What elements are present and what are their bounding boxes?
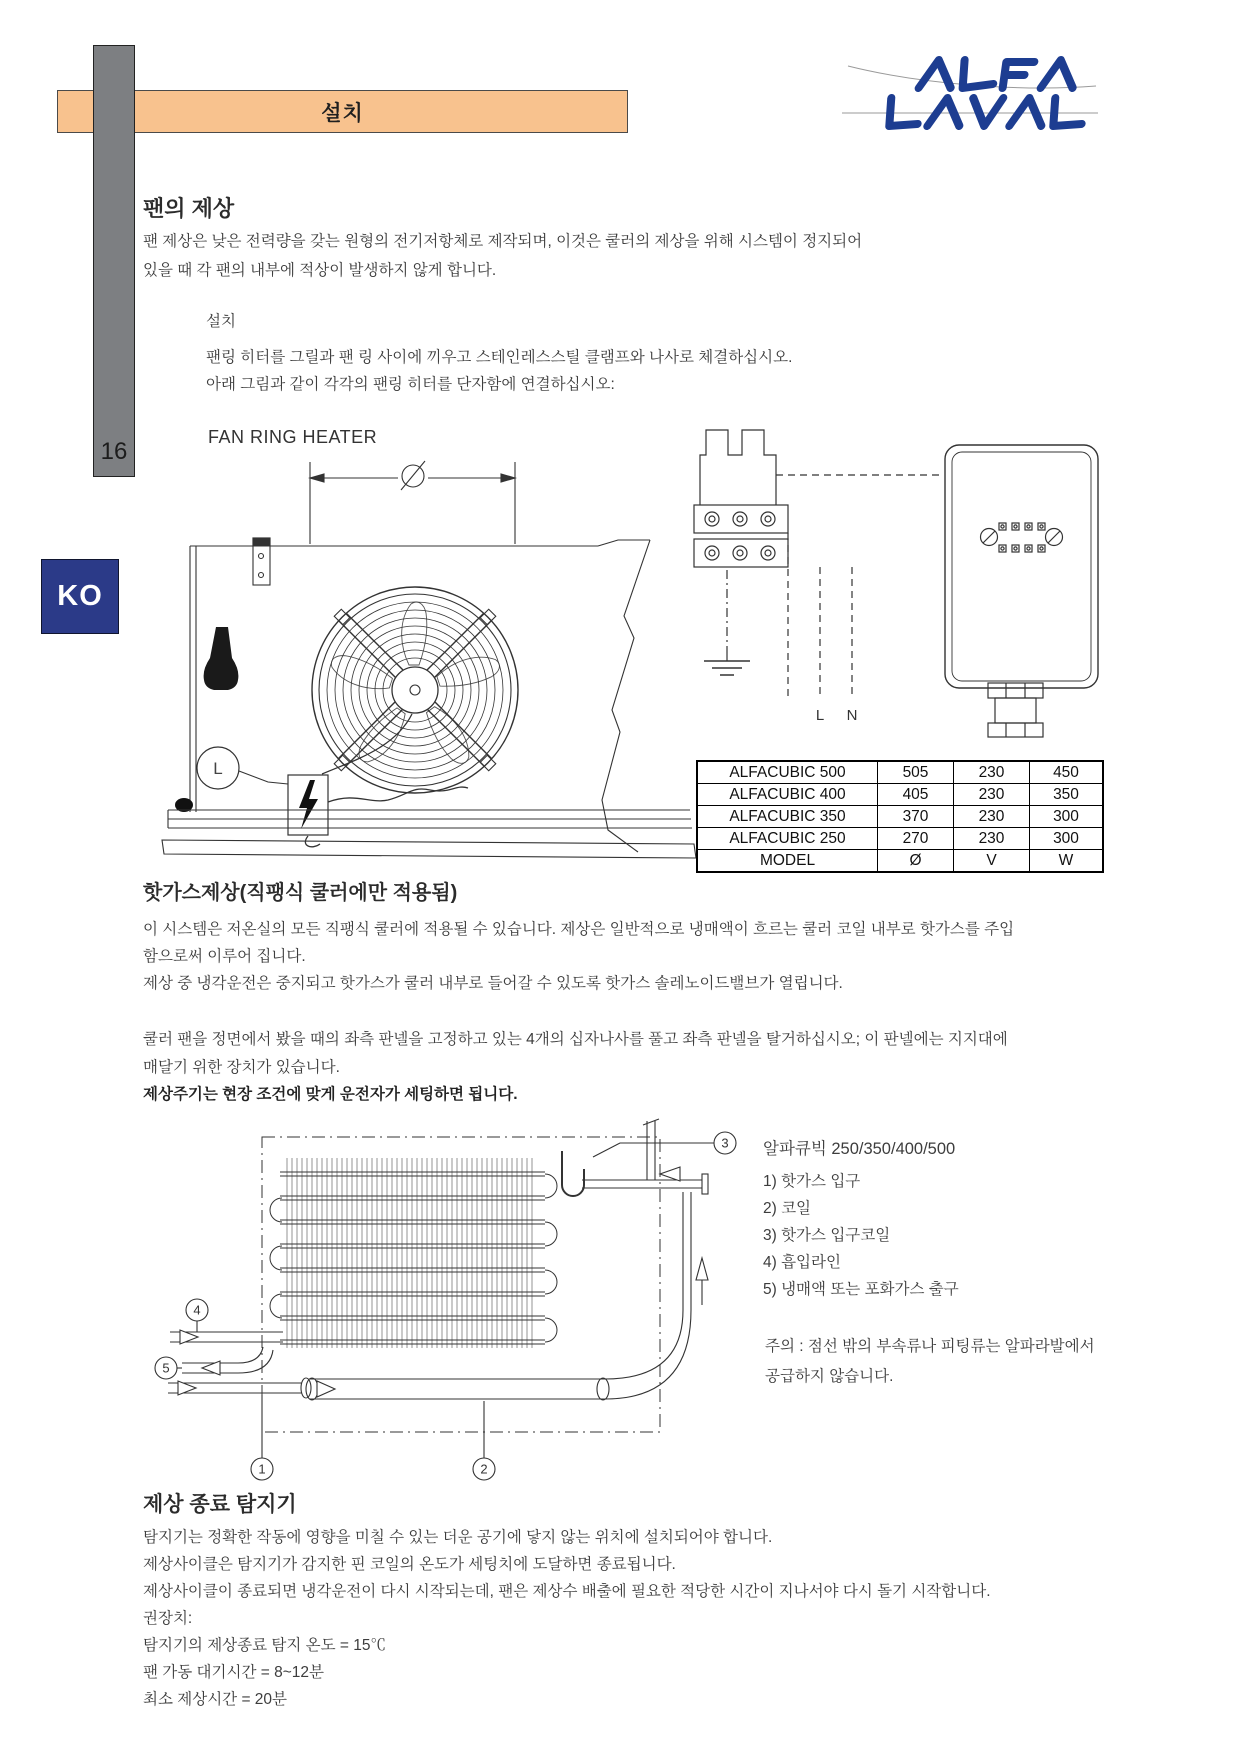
hotgas-section-heading: 핫가스제상(직팽식 쿨러에만 적용됨) <box>143 882 458 904</box>
svg-text:4: 4 <box>193 1302 201 1318</box>
riser-pipe <box>605 1192 708 1399</box>
svg-text:1: 1 <box>258 1461 266 1477</box>
top-hotgas-pipe <box>582 1119 708 1194</box>
detector-section-heading: 제상 종료 탐지기 <box>143 1493 297 1516</box>
table-row: ALFACUBIC 500 505 230 450 <box>697 761 1103 784</box>
hotgas-inlet-pipe <box>168 1378 311 1398</box>
coil-circuit-drawing <box>150 1115 750 1485</box>
suction-pipe <box>170 1330 283 1344</box>
section-header-bar <box>57 90 628 133</box>
fan-grille <box>312 587 518 793</box>
distributor-tube <box>306 1378 609 1400</box>
list-item: 4) 흡입라인 <box>763 1254 841 1271</box>
terminal-box <box>945 445 1098 688</box>
coil-tubes <box>270 1172 557 1344</box>
hotgas-paragraph-2: 쿨러 팬을 정면에서 봤을 때의 좌측 판넬을 고정하고 있는 4개의 십자나사를 풀고 좌측 판넬을 탈거하십시오; 이 판넬에는 지지대에 매달기 위한 장치가 있습니다. <box>143 1031 1008 1076</box>
list-item: 2) 코일 <box>763 1200 812 1217</box>
section-header-title: 설치 <box>321 101 364 125</box>
fan-l-marker <box>197 747 288 789</box>
line-neutral-leads <box>776 475 943 724</box>
heater-terminal-box <box>288 775 328 835</box>
install-paragraph: 팬링 히터를 그릴과 팬 링 사이에 끼우고 스테인레스스틸 클램프와 나사로 체결하십시오. 아래 그림과 같이 각각의 팬링 히터를 단자함에 연결하십시오: <box>206 349 793 393</box>
svg-text:2: 2 <box>480 1461 488 1477</box>
dimension-line <box>310 461 515 544</box>
list-item: 3) 핫가스 입구코일 <box>763 1227 891 1244</box>
callout-legend-list <box>763 1168 959 1303</box>
language-badge-label: KO <box>57 580 103 612</box>
svg-text:3: 3 <box>721 1135 729 1151</box>
fan-section-heading: 팬의 제상 <box>143 196 235 221</box>
mounting-bracket <box>253 538 270 585</box>
alfa-laval-logo-icon <box>840 50 1100 145</box>
hotgas-bold-note: 제상주기는 현장 조건에 맞게 운전자가 세팅하면 됩니다. <box>143 1086 518 1103</box>
ground-symbol <box>704 570 750 675</box>
fan-ring-heater-spec-table <box>696 760 1104 873</box>
connector-cluster <box>981 523 1063 552</box>
page-number: 16 <box>100 438 128 465</box>
diameter-symbol <box>401 461 425 490</box>
callout-markers <box>155 1132 736 1480</box>
detector-paragraph: 탐지기는 정확한 작동에 영향을 미칠 수 있는 더운 공기에 닿지 않는 위치에 설치되어야 합니다. 제상사이클은 탐지기가 감지한 핀 코일의 온도가 세팅치에 도달하면 종료됩니다. 제상사이클이 종료되면 냉각운전이 다시 시작되는데, 팬은 제상수 배출에 필요한 적당한 시간이 지나서야 다시 돌기 시작합니다. 권장치: 탐지기의 제상종료 탐지 온도 = 15℃ 팬 가동 대기시간 = 8~12분 최소 제상시간 = 20분 <box>143 1529 991 1708</box>
table-row: ALFACUBIC 350 370 230 300 <box>697 806 1103 828</box>
list-item: 5) 냉매액 또는 포화가스 출구 <box>763 1281 959 1298</box>
svg-text:N: N <box>846 707 858 724</box>
side-bar <box>93 45 135 477</box>
table-row: ALFACUBIC 250 270 230 300 <box>697 828 1103 850</box>
list-item: 1) 핫가스 입구 <box>763 1173 861 1190</box>
svg-text:L: L <box>815 707 825 724</box>
language-badge <box>41 559 119 634</box>
drip-tray <box>162 810 696 858</box>
svg-text:L: L <box>213 759 223 778</box>
callout-note: 주의 : 점선 밖의 부속류나 피팅류는 알파라발에서 공급하지 않습니다. <box>765 1338 1095 1385</box>
callout-legend-title: 알파큐빅 250/350/400/500 <box>763 1140 956 1158</box>
sensor-silhouette <box>204 627 239 690</box>
cable-gland <box>988 683 1043 737</box>
table-row: MODEL Ø V W <box>697 850 1103 873</box>
outlet-pipe <box>182 1347 273 1375</box>
hotgas-paragraph-1: 이 시스템은 저온실의 모든 직팽식 쿨러에 적용될 수 있습니다. 제상은 일반적으로 냉매액이 흐르는 쿨러 코일 내부로 핫가스를 주입 함으로써 이루어 집니다. 제상 중 냉각운전은 중지되고 핫가스가 쿨러 내부로 들어갈 수 있도록 핫가스 솔레노이드밸브가 열립니다. <box>143 921 1015 992</box>
fan-unit-drawing <box>150 448 700 860</box>
install-subheading: 설치 <box>206 313 236 330</box>
table-row: ALFACUBIC 400 405 230 350 <box>697 784 1103 806</box>
wiring-diagram <box>640 415 1110 745</box>
svg-text:5: 5 <box>162 1360 170 1376</box>
fan-section-paragraph: 팬 제상은 낮은 전력량을 갖는 원형의 전기저항체로 제작되며, 이것은 쿨러의 제상을 위해 시스템이 정지되어 있을 때 각 팬의 내부에 적상이 발생하지 않게 합니다. <box>143 233 863 279</box>
terminal-block <box>694 430 788 567</box>
fan-diagram-title: FAN RING HEATER <box>208 427 378 447</box>
